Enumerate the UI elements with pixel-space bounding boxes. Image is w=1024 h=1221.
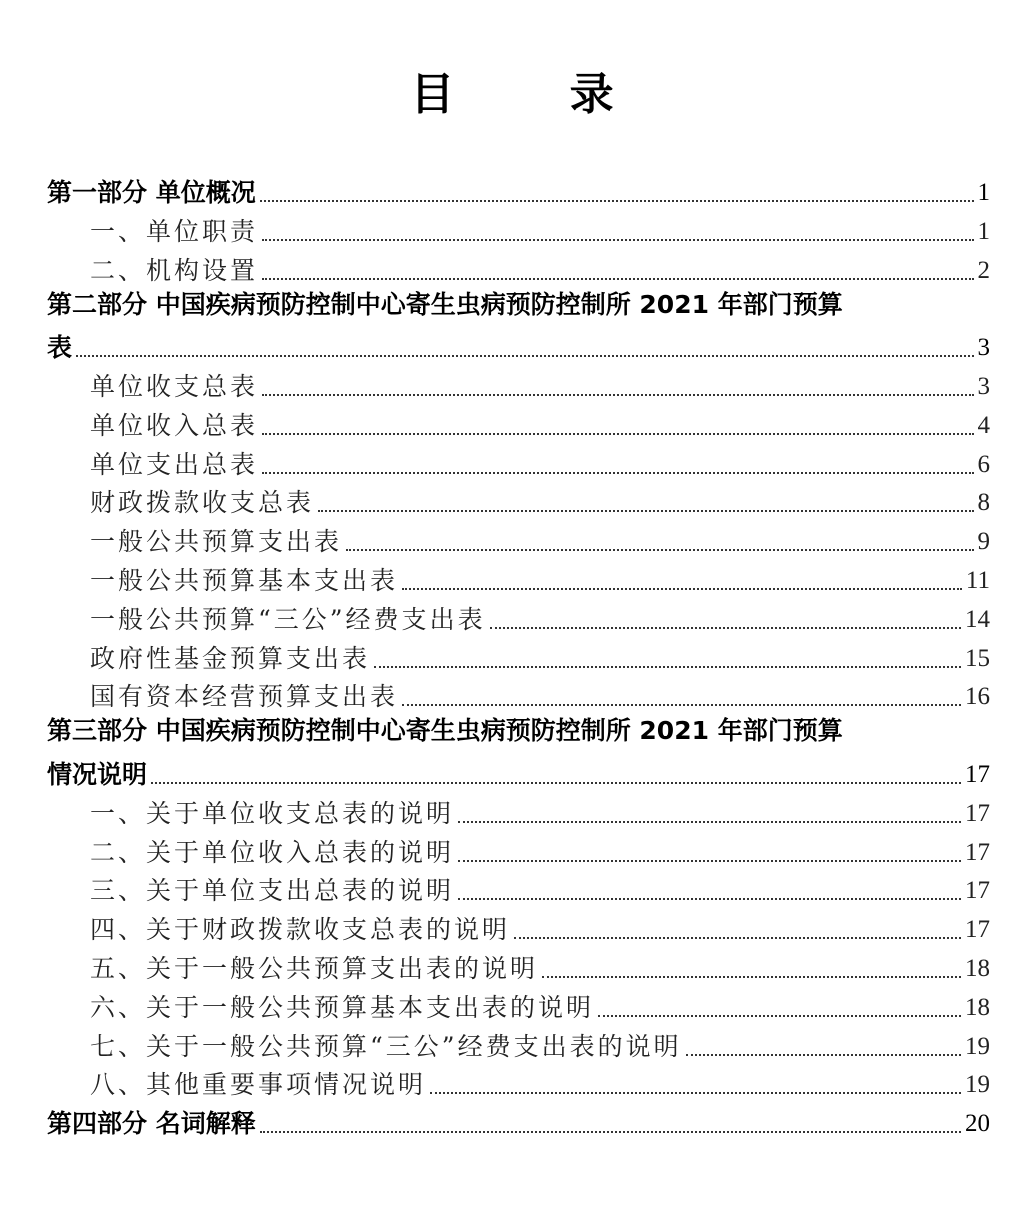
toc-page-number: 16 — [965, 683, 990, 711]
dot-leader — [260, 1131, 961, 1133]
dot-leader — [262, 278, 973, 280]
toc-page-number: 20 — [965, 1110, 990, 1138]
toc-page-number: 17 — [965, 760, 990, 788]
dot-leader — [346, 549, 973, 551]
toc-page-number: 1 — [977, 217, 990, 245]
toc-page-number: 19 — [965, 1032, 990, 1060]
dot-leader — [458, 898, 961, 900]
dot-leader — [402, 704, 961, 706]
dot-leader — [598, 1015, 961, 1017]
toc-entry-title: 一、关于单位收支总表的说明 — [90, 798, 455, 828]
toc-page-number: 17 — [965, 799, 990, 827]
toc-page-number: 18 — [965, 954, 990, 982]
toc-page-number: 17 — [965, 916, 990, 944]
toc-entry[interactable] — [47, 908, 990, 947]
toc-part-entry[interactable] — [47, 170, 990, 210]
dot-leader — [262, 239, 973, 241]
toc-entry[interactable] — [47, 598, 990, 637]
toc-page-number: 1 — [977, 179, 990, 206]
dot-leader — [374, 666, 961, 668]
toc-entry[interactable] — [47, 986, 990, 1025]
table-of-contents — [47, 170, 990, 1141]
dot-leader — [402, 588, 962, 590]
toc-entry-title: 一、单位职责 — [90, 216, 259, 246]
toc-page-number: 18 — [965, 993, 990, 1021]
toc-entry-title: 财政拨款收支总表 — [90, 488, 315, 518]
toc-part-entry[interactable] — [47, 753, 990, 792]
toc-page-number: 3 — [977, 372, 990, 400]
dot-leader — [542, 976, 961, 978]
toc-page-number: 2 — [977, 256, 990, 284]
dot-leader — [318, 510, 973, 512]
toc-entry[interactable] — [47, 947, 990, 986]
toc-page-number: 17 — [965, 877, 990, 905]
toc-entry-title: 第一部分 单位概况 — [47, 178, 256, 207]
toc-page-number: 11 — [965, 566, 990, 594]
dot-leader — [260, 200, 974, 202]
toc-entry[interactable] — [47, 870, 990, 909]
dot-leader — [262, 394, 973, 396]
dot-leader — [514, 937, 961, 939]
toc-part-heading-line: 第二部分 中国疾病预防控制中心寄生虫病预防控制所 2021 年部门预算 — [47, 289, 843, 319]
toc-entry[interactable] — [47, 210, 990, 249]
toc-entry-title: 二、关于单位收入总表的说明 — [90, 837, 455, 867]
toc-entry-title: 一般公共预算“三公”经费支出表 — [90, 604, 486, 634]
toc-part-heading-line: 第三部分 中国疾病预防控制中心寄生虫病预防控制所 2021 年部门预算 — [47, 716, 843, 746]
dot-leader — [262, 472, 973, 474]
toc-entry-title: 第四部分 名词解释 — [47, 1109, 256, 1139]
toc-entry[interactable] — [47, 520, 990, 559]
toc-page-number: 17 — [965, 838, 990, 866]
toc-part-entry[interactable] — [47, 326, 990, 365]
toc-entry-title: 二、机构设置 — [90, 255, 259, 285]
toc-entry[interactable] — [47, 676, 990, 715]
toc-entry-title: 一般公共预算基本支出表 — [90, 565, 399, 595]
toc-entry[interactable] — [47, 404, 990, 443]
toc-entry[interactable] — [47, 1064, 990, 1103]
toc-page-number: 14 — [965, 605, 990, 633]
toc-entry-title: 单位支出总表 — [90, 449, 259, 479]
toc-entry[interactable] — [47, 559, 990, 598]
toc-entry[interactable] — [47, 637, 990, 676]
toc-entry-title: 单位收支总表 — [90, 371, 259, 401]
toc-entry[interactable] — [47, 249, 990, 288]
toc-entry-title: 单位收入总表 — [90, 410, 259, 440]
toc-entry-title: 一般公共预算支出表 — [90, 527, 343, 557]
toc-page-number: 8 — [977, 489, 990, 517]
dot-leader — [430, 1092, 961, 1094]
toc-entry-title: 三、关于单位支出总表的说明 — [90, 876, 455, 906]
toc-entry-title: 四、关于财政拨款收支总表的说明 — [90, 915, 511, 945]
toc-page-number: 6 — [977, 450, 990, 478]
toc-entry[interactable] — [47, 831, 990, 870]
toc-entry-title: 情况说明 — [47, 759, 148, 789]
toc-part-entry[interactable] — [47, 1102, 990, 1141]
dot-leader — [458, 821, 961, 823]
toc-entry-title: 国有资本经营预算支出表 — [90, 682, 399, 712]
toc-entry[interactable] — [47, 1025, 990, 1064]
dot-leader — [76, 355, 973, 357]
page-title: 目 录 — [410, 69, 664, 120]
dot-leader — [490, 627, 961, 629]
toc-entry-title: 六、关于一般公共预算基本支出表的说明 — [90, 992, 595, 1022]
toc-page-number: 4 — [977, 411, 990, 439]
toc-page-number: 3 — [977, 334, 990, 362]
toc-page-number: 19 — [965, 1071, 990, 1099]
toc-page-number: 9 — [977, 528, 990, 556]
toc-entry[interactable] — [47, 443, 990, 482]
toc-entry-title: 政府性基金预算支出表 — [90, 643, 371, 673]
toc-entry[interactable] — [47, 482, 990, 521]
dot-leader — [458, 860, 961, 862]
toc-entry-title: 八、其他重要事项情况说明 — [90, 1070, 427, 1100]
toc-entry[interactable] — [47, 792, 990, 831]
toc-entry[interactable] — [47, 365, 990, 404]
dot-leader — [151, 782, 961, 784]
toc-entry-title: 五、关于一般公共预算支出表的说明 — [90, 953, 539, 983]
dot-leader — [262, 433, 973, 435]
dot-leader — [686, 1054, 961, 1056]
toc-page-number: 15 — [965, 644, 990, 672]
toc-entry-title: 七、关于一般公共预算“三公”经费支出表的说明 — [90, 1031, 682, 1061]
toc-entry-title: 表 — [47, 333, 73, 363]
